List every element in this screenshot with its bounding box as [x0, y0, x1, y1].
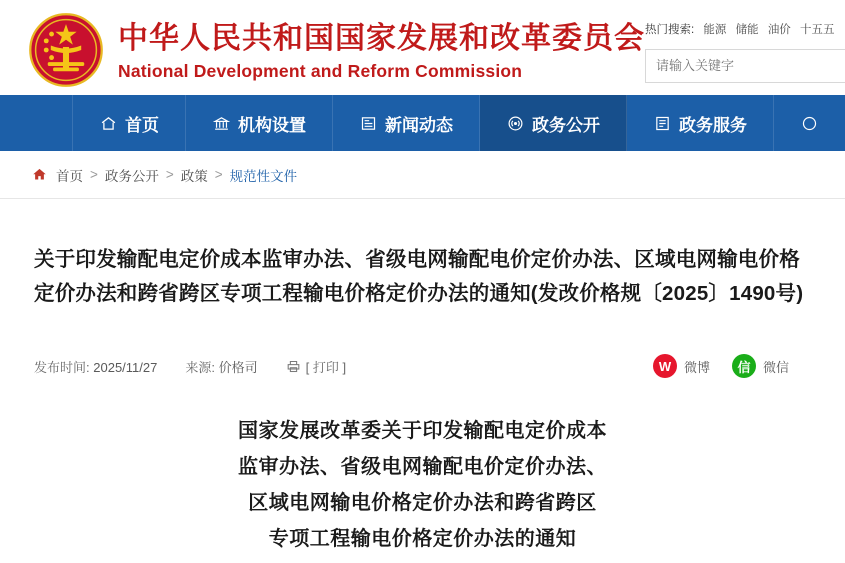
print-label: [ 打印 ] [305, 359, 347, 375]
document-title-line-3: 专项工程输电价格定价办法的通知 [268, 528, 577, 550]
nav-label-government-disclosure: 政务公开 [532, 115, 600, 135]
source [185, 357, 257, 376]
national-emblem-icon [28, 12, 104, 88]
share-weibo-label: 微博 [683, 359, 710, 375]
nav-item-government-service[interactable] [627, 95, 774, 151]
hot-search-label: 热门搜索: [645, 23, 695, 36]
header-search-area [645, 13, 845, 83]
site-title-block [118, 19, 645, 83]
page-title: 关于印发输配电定价成本监审办法、省级电网输配电价定价办法、区域电网输电价格定价办法和跨省跨区专项工程输电价格定价办法的通知(发改价格规〔2025〕1490号) [34, 248, 804, 305]
nav-label-organization: 机构设置 [238, 115, 306, 135]
hot-link-0[interactable]: 能源 [703, 23, 727, 36]
hot-link-1[interactable]: 储能 [735, 23, 759, 36]
document-title-line-0: 国家发展改革委关于印发输配电定价成本 [238, 420, 607, 442]
share-group [653, 354, 789, 378]
article [0, 243, 845, 557]
nav-label-home: 首页 [125, 115, 159, 135]
document-title [34, 413, 811, 557]
main-nav [0, 95, 845, 151]
source-label: 来源: [185, 359, 215, 375]
nav-item-news[interactable] [333, 95, 480, 151]
publish-time [34, 357, 157, 376]
service-icon [653, 114, 671, 132]
print-button[interactable] [286, 357, 346, 376]
site-title-cn: 中华人民共和国国家发展和改革委员会 [118, 21, 645, 55]
breadcrumb-bar [0, 151, 845, 199]
weixin-icon: 信 [732, 354, 756, 378]
share-weixin-label: 微信 [762, 359, 789, 375]
broadcast-icon [506, 114, 524, 132]
nav-item-organization[interactable] [186, 95, 333, 151]
hot-search-row [645, 21, 845, 39]
printer-icon [286, 359, 301, 374]
home-icon [99, 114, 117, 132]
nav-item-more[interactable] [774, 95, 845, 151]
nav-item-government-disclosure[interactable] [480, 95, 627, 151]
breadcrumb-sep-2: > [214, 167, 223, 182]
breadcrumb-home-icon [32, 167, 47, 182]
site-title-en: National Development and Reform Commission [118, 60, 523, 81]
share-weixin[interactable] [732, 354, 789, 378]
source-value: 价格司 [218, 359, 258, 375]
breadcrumb-item-2[interactable]: 政策 [180, 168, 208, 184]
breadcrumb-item-3[interactable]: 规范性文件 [229, 168, 298, 184]
publish-time-value: 2025/11/27 [93, 359, 158, 375]
document-title-line-1: 监审办法、省级电网输配电价定价办法、 [238, 456, 607, 478]
share-weibo[interactable] [653, 354, 710, 378]
document-title-line-2: 区域电网输电价格定价办法和跨省跨区 [248, 492, 597, 514]
weibo-icon: W [653, 354, 677, 378]
search-input[interactable] [646, 50, 845, 82]
search-box[interactable] [645, 49, 845, 83]
more-icon [800, 114, 818, 132]
breadcrumb-item-0[interactable]: 首页 [56, 168, 83, 184]
nav-label-government-service: 政务服务 [679, 115, 747, 135]
nav-label-news: 新闻动态 [385, 115, 453, 135]
breadcrumb-item-1[interactable]: 政务公开 [104, 168, 159, 184]
hot-link-2[interactable]: 油价 [767, 23, 791, 36]
breadcrumb-sep-1: > [165, 167, 174, 182]
breadcrumb-sep-0: > [90, 167, 98, 182]
article-meta [34, 353, 811, 379]
breadcrumb [32, 165, 297, 185]
hot-link-3[interactable]: 十五五 [800, 23, 835, 36]
publish-time-label: 发布时间: [34, 359, 90, 375]
bank-icon [212, 114, 230, 132]
nav-item-home[interactable] [72, 95, 186, 151]
site-header [0, 0, 845, 95]
news-icon [359, 114, 377, 132]
